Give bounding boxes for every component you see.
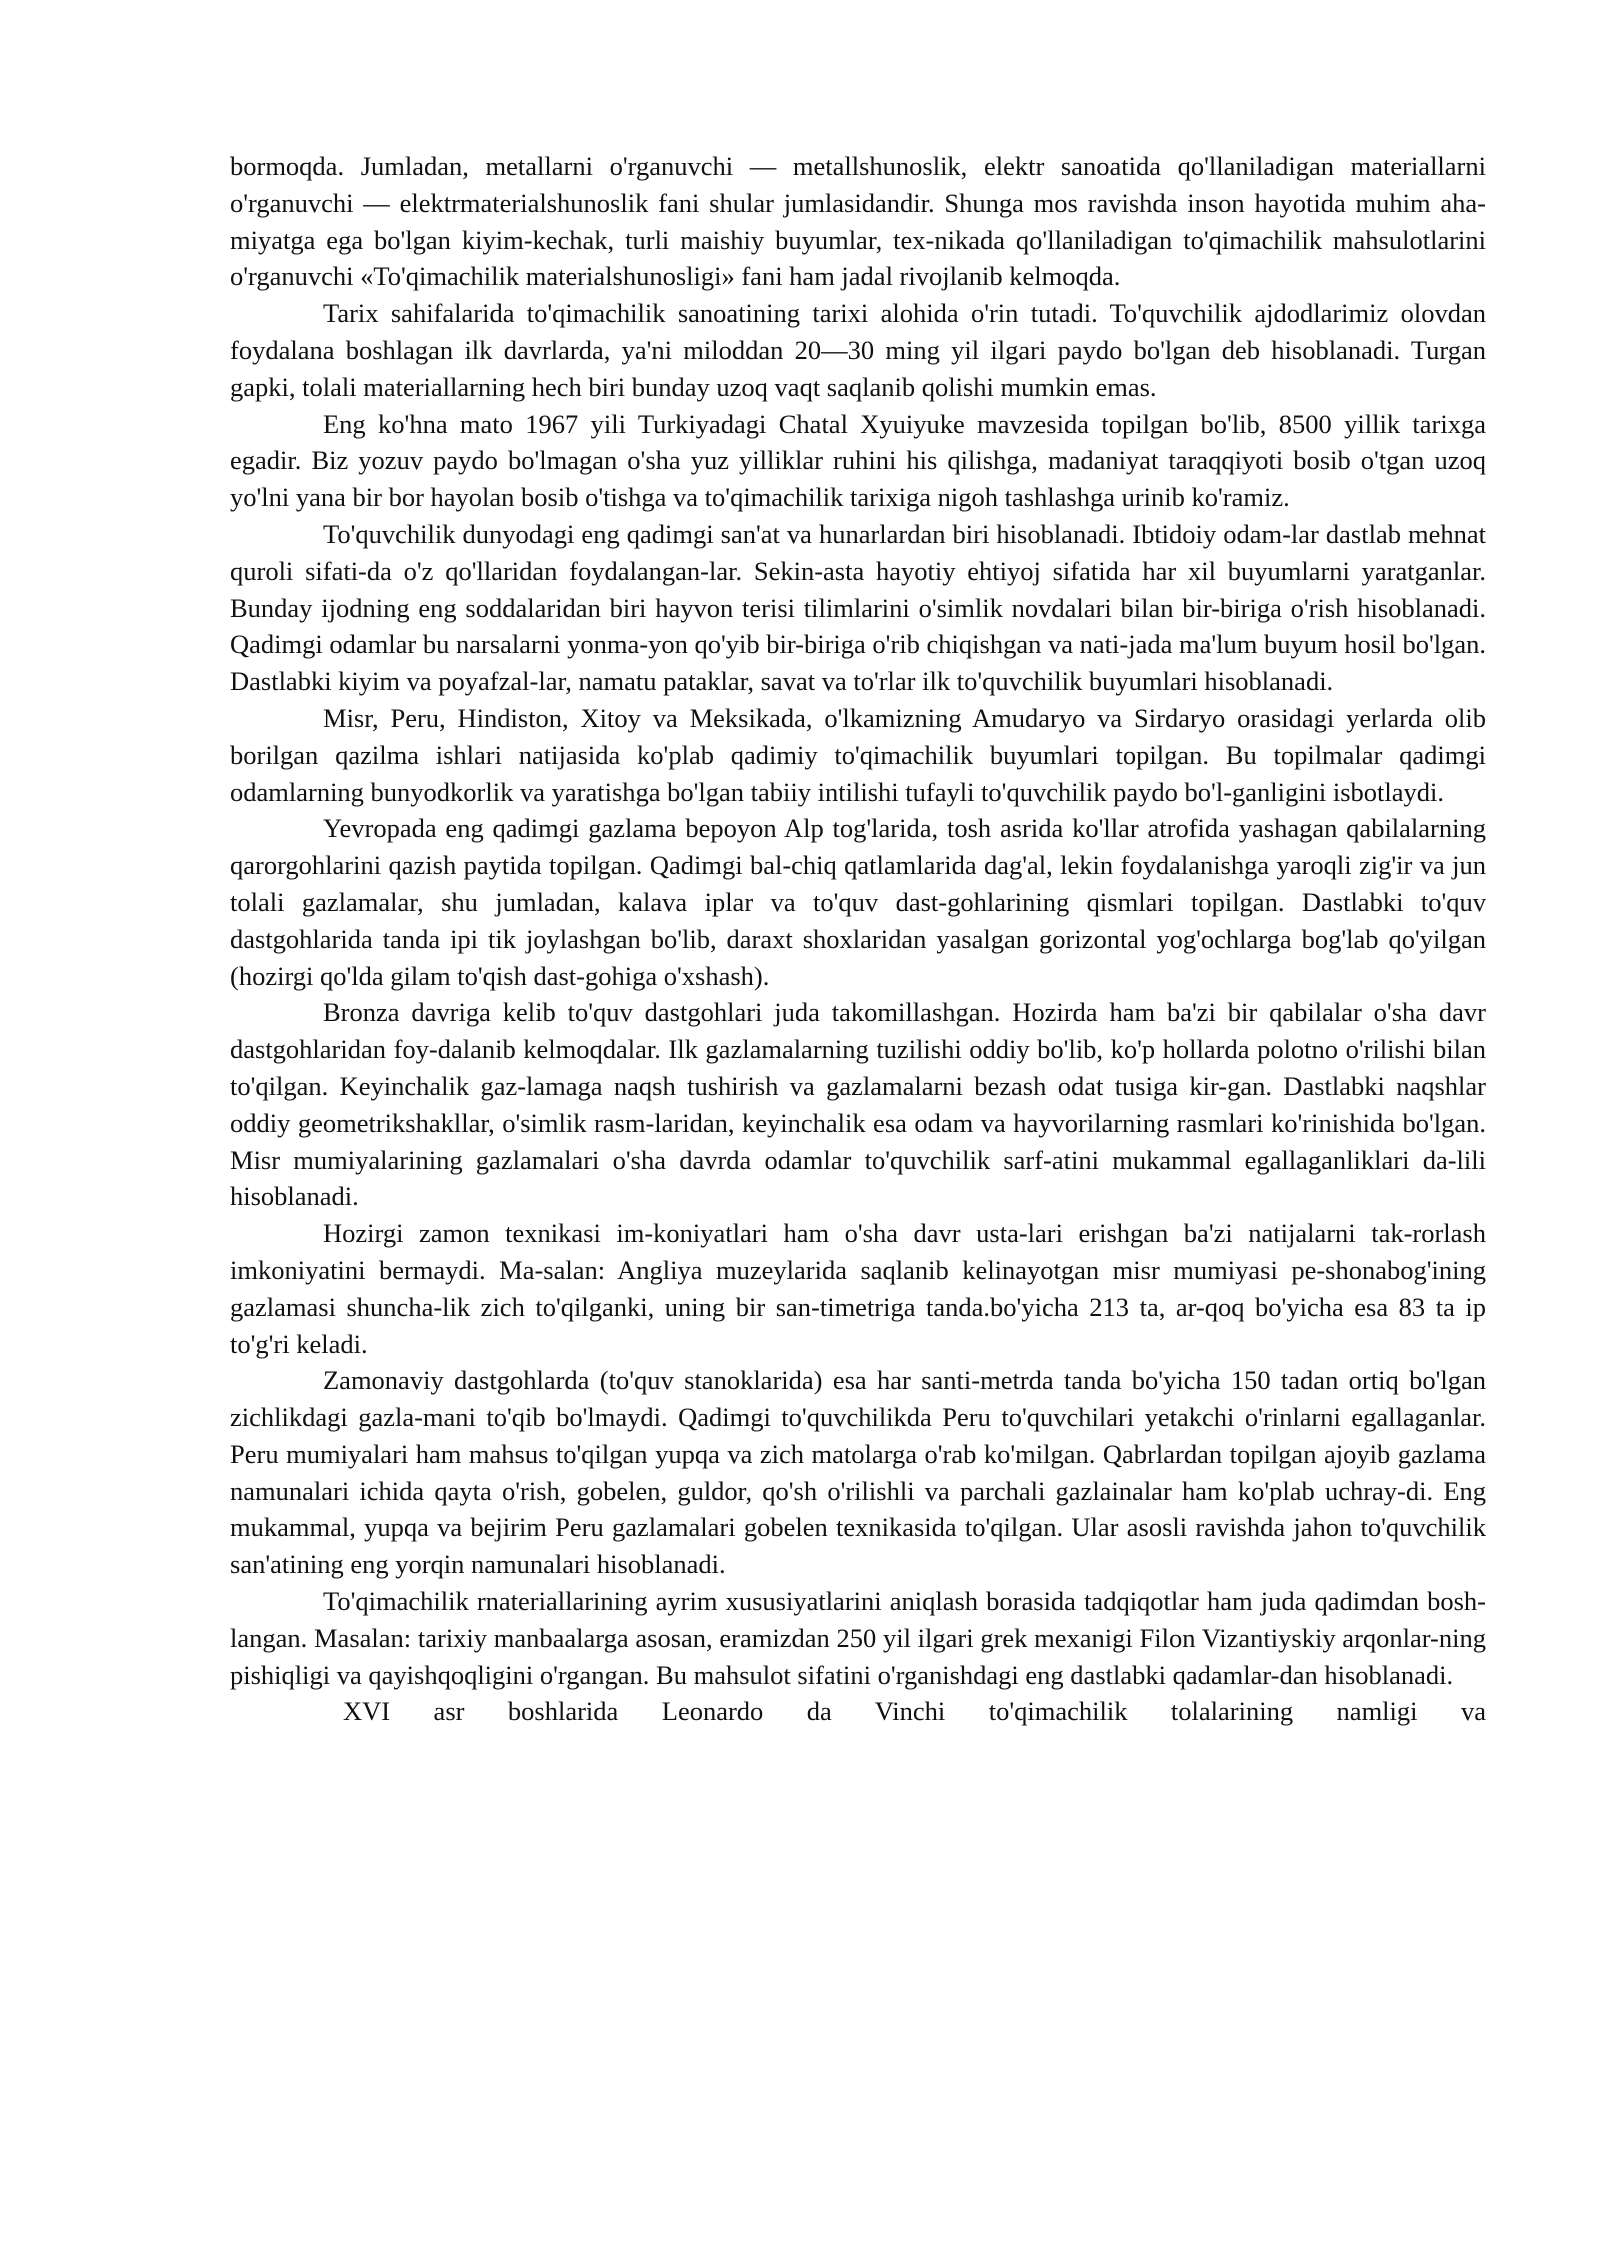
paragraph-excavations: Misr, Peru, Hindiston, Xitoy va Meksikada, o'lkamizning Amudaryo va Sirdaryo orasidagi yerlarda olib borilgan qazilma ishlari natijasida ko'plab qadimiy to'qimachilik buyumlari topilgan. Bu topilmalar qadimgi odamlarning bunyodkorlik va yaratishga bo'lgan tabiiy intilishi tufayli to'quvchilik paydo bo'l-ganligini isbotlaydi. [230,702,1486,807]
paragraph-europe-fabric: Yevropada eng qadimgi gazlama bepoyon Alp tog'larida, tosh asrida ko'llar atrofida yashagan qabilalarning qarorgohlarini qazish paytida topilgan. Qadimgi bal-chiq qatlamlarida dag'al, lekin foydalanishga yaroqli zig'ir va jun tolali gazlamalar, shu jumladan, kalava iplar va to'quv dast-gohlarining qismlari topilgan. Dastlabki to'quv dastgohlarida tanda ipi tik joylashgan bo'lib, daraxt shoxlaridan yasalgan gorizontal yog'ochlarga bog'lab qo'yilgan (hozirgi qo'lda gilam to'qish dast-gohiga o'xshash). [230,813,1486,991]
paragraph-oldest-fabric: Eng ko'hna mato 1967 yili Turkiyadagi Chatal Xyuiyuke mavzesida topilgan bo'lib, 8500 yillik tarixga egadir. Biz yozuv paydo bo'lmagan o'sha yuz yilliklar ruhini his qilishga, madaniyat taraqqiyoti bosib o'tgan uzoq yo'lni yana bir bor hayolan bosib o'tishga va to'qimachilik tarixiga nigoh tashlashga urinib ko'ramiz. [230,408,1486,513]
paragraph-modern-looms: Zamonaviy dastgohlarda (to'quv stanoklarida) esa har santi-metrda tanda bo'yicha 150 tadan ortiq bo'lgan zichlikdagi gazla-mani to'qib bo'lmaydi. Qadimgi to'quvchilikda Peru to'quvchilari yetakchi o'rinlarni egallaganlar. Peru mumiyalari ham mahsus to'qilgan yupqa va zich matolarga o'rab ko'milgan. Qabrlardan topilgan ajoyib gazlama namunalari ichida qayta o'rish, gobelen, guldor, qo'sh o'rilishli va parchali gazlainalar ham ko'plab uchray-di. Eng mukammal, yupqa va bejirim Peru gazlamalari gobelen texnikasida to'qilgan. Ular asosli ravishda jahon to'quvchilik san'atining eng yorqin namunalari hisoblanadi. [230,1365,1486,1580]
paragraph-modern-technique: Hozirgi zamon texnikasi im-koniyatlari ham o'sha davr usta-lari erishgan ba'zi natijalarni tak-rorlash imkoniyatini bermaydi. Ma-salan: Angliya muzeylarida saqlanib kelinayotgan misr mumiyasi pe-shonabog'ining gazlamasi shuncha-lik zich to'qilganki, uning bir san-timetriga tanda.bo'yicha 213 ta, ar-qoq bo'yicha esa 83 ta ip to'g'ri keladi. [230,1218,1486,1359]
paragraph-leonardo: XVI asr boshlarida Leonardo da Vinchi to'qimachilik tolalarining namligi va [343,1696,1486,1727]
paragraph-textile-history: Tarix sahifalarida to'qimachilik sanoatining tarixi alohida o'rin tutadi. To'quvchilik ajdodlarimiz olovdan foydalana boshlagan ilk davrlarda, ya'ni miloddan 20—30 ming yil ilgari paydo bo'lgan deb hisoblanadi. Turgan gapki, tolali materiallarning hech biri bunday uzoq vaqt saqlanib qolishi mumkin emas. [230,298,1486,402]
paragraph-bronze-age: Bronza davriga kelib to'quv dastgohlari juda takomillashgan. Hozirda ham ba'zi bir qabilalar o'sha davr dastgohlaridan foy-dalanib kelmoqdalar. Ilk gazlamalarning tuzilishi oddiy bo'lib, ko'p hollarda polotno o'rilishi bilan to'qilgan. Keyinchalik gaz-lamaga naqsh tushirish va gazlamalarni bezash odat tusiga kir-gan. Dastlabki naqshlar oddiy geometrikshakllar, o'simlik rasm-laridan, keyinchalik esa odam va hayvorilarning rasmlari ko'rinishida bo'lgan. Misr mumiyalarining gazlamalari o'sha davrda odamlar to'quvchilik sarf-atini mukammal egallaganliklari da-lili hisoblanadi. [230,997,1486,1212]
paragraph-continuation: bormoqda. Jumladan, metallarni o'rganuvchi — metallshunoslik, elektr sanoatida qo'llaniladigan materiallarni o'rganuvchi — elektrmaterialshunoslik fani shular jumlasidandir. Shunga mos ravishda inson hayotida muhim aha-miyatga ega bo'lgan kiyim-kechak, turli maishiy buyumlar, tex-nikada qo'llaniladigan to'qimachilik mahsulotlarini o'rganuvchi «To'qimachilik materialshunosligi» fani ham jadal rivojlanib kelmoqda. [230,151,1486,292]
paragraph-weaving-origins: To'quvchilik dunyodagi eng qadimgi san'at va hunarlardan biri hisoblanadi. Ibtidoiy odam-lar dastlab mehnat quroli sifati-da o'z qo'llaridan foydalangan-lar. Sekin-asta hayotiy ehtiyoj sifatida har xil buyumlarni yaratganlar. Bunday ijodning eng soddalaridan biri hayvon terisi tilimlarini o'simlik novdalari bilan bir-biriga o'rish hisoblanadi. Qadimgi odamlar bu narsalarni yonma-yon qo'yib bir-biriga o'rib chiqishgan va nati-jada ma'lum buyum hosil bo'lgan. Dastlabki kiyim va poyafzal-lar, namatu pataklar, savat va to'rlar ilk to'quvchilik buyumlari hisoblanadi. [230,518,1486,697]
paragraph-material-research: To'qimachilik rnateriallarining ayrim xususiyatlarini aniqlash borasida tadqiqotlar ham juda qadimdan bosh-langan. Masalan: tarixiy manbaalarga asosan, eramizdan 250 yil ilgari grek mexanigi Filon Vizantiyskiy arqonlar-ning pishiqligi va qayishqoqligini o'rgangan. Bu mahsulot sifatini o'rganishdagi eng dastlabki qadamlar-dan hisoblanadi. [230,1586,1486,1690]
document-page [230,148,1486,1730]
